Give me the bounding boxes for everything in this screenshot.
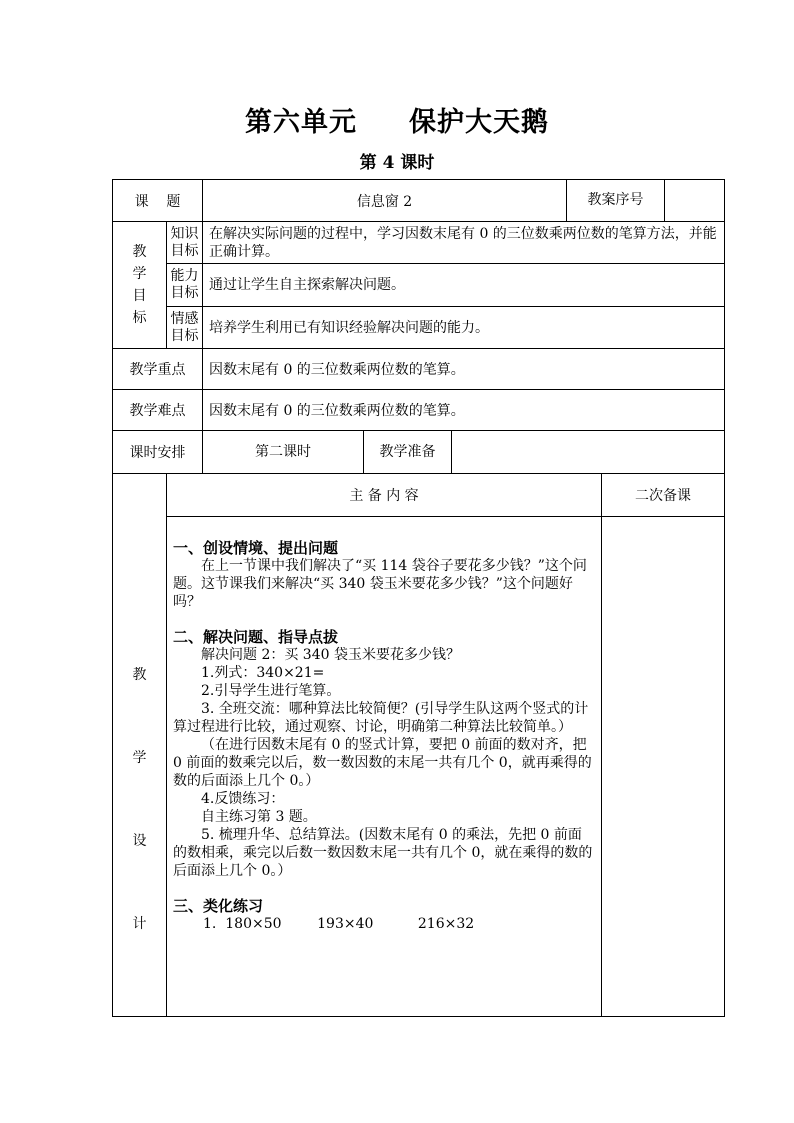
lesson-number: 第 4 课时: [359, 153, 435, 173]
main-content-header: 主 备 内 容: [167, 474, 602, 517]
topic-label: 课 题: [113, 180, 203, 222]
second-prep-header: 二次备课: [602, 474, 725, 517]
ability-goal-label: 能力 目标: [167, 264, 203, 307]
section-2-line-8: 5. 梳理升华、总结算法。(因数末尾有 0 的乘法，先把 0 前面的数相乘，乘完以后数一数因数末尾一共有几个 0，就在乘得的数的后面添上几个 0。）: [173, 827, 593, 879]
goal-row-emotion: [113, 307, 725, 349]
page-title: 第六单元 保护大天鹅: [245, 107, 549, 138]
main-content: [167, 517, 602, 1017]
topic-value: 信息窗 2: [203, 180, 567, 222]
design-label: 教 学 设 计: [113, 474, 167, 1017]
ability-goal-text: 通过让学生自主探索解决问题。: [203, 264, 725, 307]
key-point-label: 教学重点: [113, 349, 203, 390]
difficulty-label: 教学难点: [113, 390, 203, 431]
key-point-row: [113, 349, 725, 390]
prep-label: 教学准备: [364, 431, 452, 473]
goal-row-ability: [113, 264, 725, 307]
section-2-line-4: 3. 全班交流：哪种算法比较简便？(引导学生队这两个竖式的计算过程进行比较，通过观察、讨论，明确第二种算法比较简单。）: [173, 701, 589, 735]
section-2-line-6: 4.反馈练习：: [201, 791, 285, 807]
knowledge-goal-label: 知识 目标: [167, 222, 203, 264]
goals-label: 教 学 目 标: [113, 222, 167, 349]
section-3-heading: 三、类化练习: [173, 897, 264, 915]
difficulty-value: 因数末尾有 0 的三位数乘两位数的笔算。: [203, 390, 725, 431]
section-2-line-2: 1.列式：340×21=: [201, 665, 325, 681]
design-content-row: [113, 517, 725, 1017]
difficulty-row: [113, 390, 725, 431]
lesson-plan-table: [112, 179, 725, 1017]
emotion-goal-text: 培养学生利用已有知识经验解决问题的能力。: [203, 307, 725, 349]
section-1-paragraph: 在上一节课中我们解决了“买 114 袋谷子要花多少钱？”这个问题。这节课我们来解决“买 340 袋玉米要花多少钱？”这个问题好吗？: [173, 558, 587, 610]
schedule-row: [113, 431, 725, 474]
lesson-seq-label: 教案序号: [567, 180, 665, 221]
section-3-line-1: 1. 180×50 193×40 216×32: [203, 916, 475, 932]
schedule-label: 课时安排: [113, 431, 203, 474]
key-point-value: 因数末尾有 0 的三位数乘两位数的笔算。: [203, 349, 725, 390]
section-2-heading: 二、解决问题、指导点拔: [173, 628, 339, 646]
schedule-value: 第二课时: [203, 431, 364, 473]
design-header-row: [113, 474, 725, 517]
section-2-line-1: 解决问题 2：买 340 袋玉米要花多少钱？: [201, 647, 460, 663]
second-prep-content: [602, 517, 725, 1017]
lesson-seq-value: [665, 180, 724, 221]
section-2-line-3: 2.引导学生进行笔算。: [201, 683, 341, 699]
goal-row-knowledge: [113, 222, 725, 264]
knowledge-goal-text: 在解决实际问题的过程中，学习因数末尾有 0 的三位数乘两位数的笔算方法，并能正确计算。: [203, 222, 725, 264]
topic-row: [113, 180, 725, 222]
section-2-line-7: 自主练习第 3 题。: [201, 809, 317, 825]
emotion-goal-label: 情感 目标: [167, 307, 203, 349]
prep-value: [452, 431, 724, 473]
section-2-line-5: （在进行因数末尾有 0 的竖式计算，要把 0 前面的数对齐，把 0 前面的数乘完以后，数一数因数的末尾一共有几个 0，就再乘得的数的后面添上几个 0。）: [173, 737, 592, 789]
section-1-heading: 一、创设情境、提出问题: [173, 539, 339, 557]
